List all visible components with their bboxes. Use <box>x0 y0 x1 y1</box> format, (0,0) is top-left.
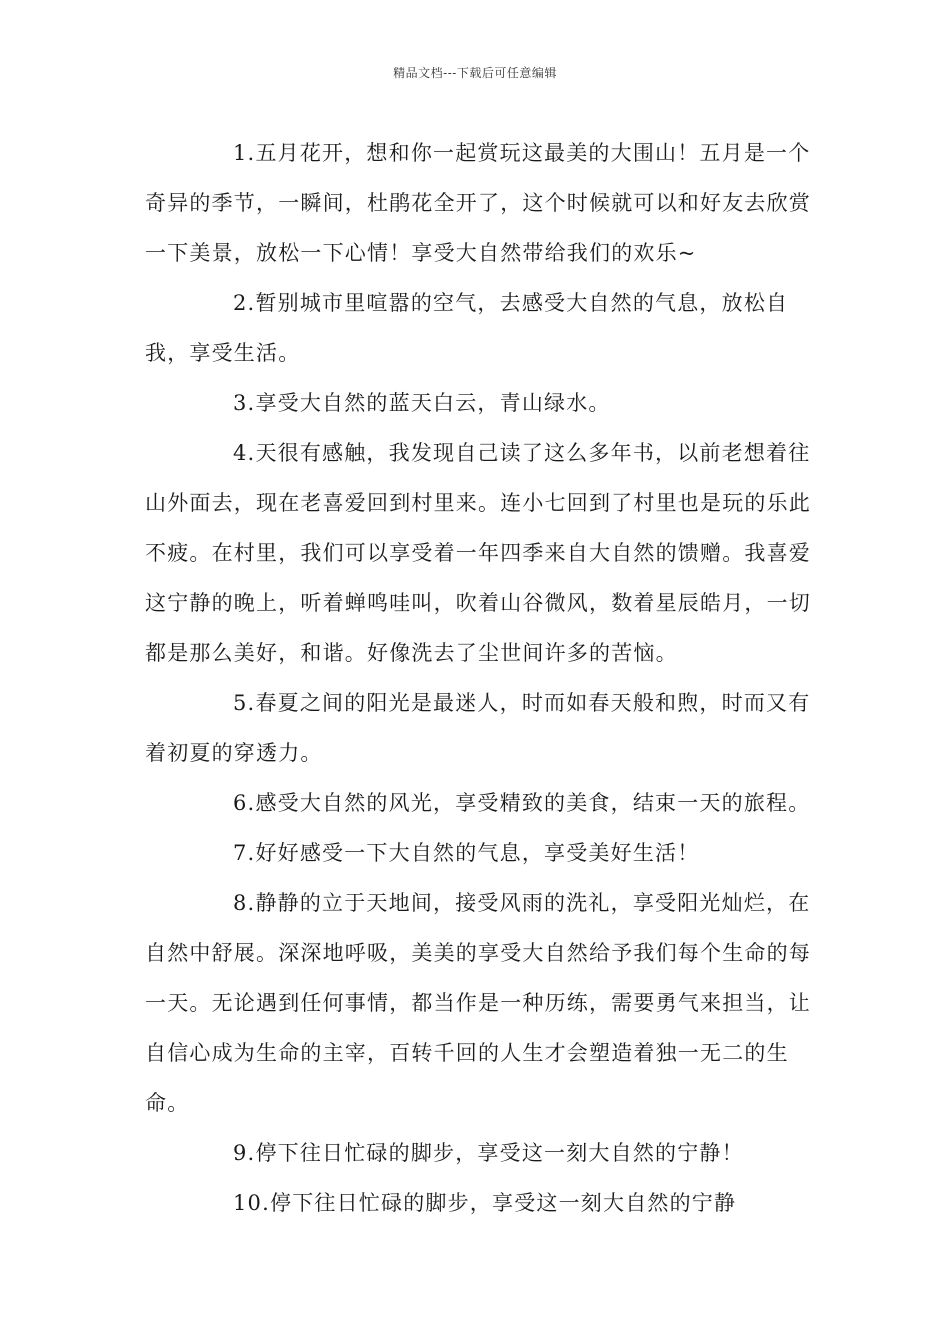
item-text: 享受大自然的蓝天白云，青山绿水。 <box>255 391 611 415</box>
list-item <box>145 828 825 878</box>
list-item <box>145 278 825 378</box>
list-item <box>145 378 825 428</box>
item-number: 2. <box>233 291 256 315</box>
list-item <box>145 778 825 828</box>
item-number: 7. <box>233 841 256 865</box>
item-number: 10. <box>233 1191 270 1215</box>
item-number: 4. <box>233 441 256 465</box>
item-number: 5. <box>233 691 256 715</box>
item-text: 天很有感触，我发现自己读了这么多年书，以前老想着往山外面去，现在老喜爱回到村里来。连小七回到了村里也是玩的乐此不疲。在村里，我们可以享受着一年四季来自大自然的馈赠。我喜爱这宁静的晚上，听着蝉鸣哇叫，吹着山谷微风，数着星辰皓月，一切都是那么美好，和谐。好像洗去了尘世间许多的苦恼。 <box>145 441 811 665</box>
item-number: 8. <box>233 891 256 915</box>
list-item <box>145 428 825 678</box>
item-text: 停下往日忙碌的脚步，享受这一刻大自然的宁静 <box>270 1191 737 1215</box>
document-body <box>145 128 825 1228</box>
list-item <box>145 1178 825 1228</box>
list-item <box>145 678 825 778</box>
item-text: 停下往日忙碌的脚步，享受这一刻大自然的宁静！ <box>255 1141 744 1165</box>
item-text: 好好感受一下大自然的气息，享受美好生活！ <box>255 841 700 865</box>
item-number: 6. <box>233 791 256 815</box>
item-text: 感受大自然的风光，享受精致的美食，结束一天的旅程。 <box>255 791 811 815</box>
list-item <box>145 878 825 1128</box>
list-item <box>145 128 825 278</box>
item-number: 9. <box>233 1141 256 1165</box>
list-item <box>145 1128 825 1178</box>
item-text: 暂别城市里喧嚣的空气，去感受大自然的气息，放松自我，享受生活。 <box>145 291 789 365</box>
item-number: 3. <box>233 391 256 415</box>
page-header: 精品文档---下载后可任意编辑 <box>393 66 557 80</box>
item-text: 静静的立于天地间，接受风雨的洗礼，享受阳光灿烂，在自然中舒展。深深地呼吸，美美的享受大自然给予我们每个生命的每一天。无论遇到任何事情，都当作是一种历练，需要勇气来担当，让自信心成为生命的主宰，百转千回的人生才会塑造着独一无二的生命。 <box>145 891 811 1115</box>
item-number: 1. <box>233 141 256 165</box>
item-text: 春夏之间的阳光是最迷人，时而如春天般和煦，时而又有着初夏的穿透力。 <box>145 691 811 765</box>
item-text: 五月花开，想和你一起赏玩这最美的大围山！五月是一个奇异的季节，一瞬间，杜鹃花全开了，这个时候就可以和好友去欣赏一下美景，放松一下心情！享受大自然带给我们的欢乐~ <box>145 141 811 265</box>
